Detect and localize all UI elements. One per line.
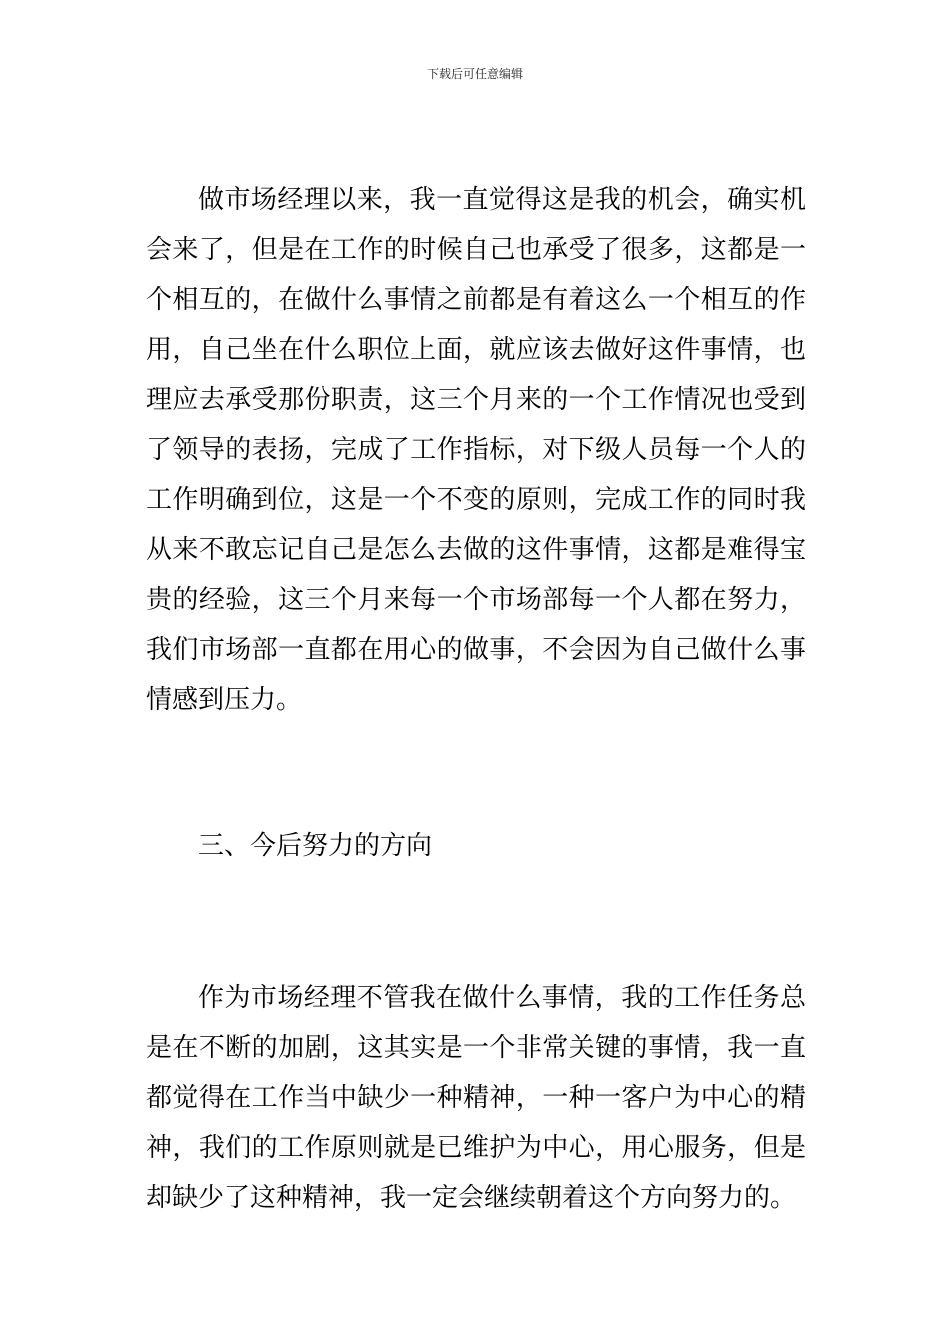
paragraph-block-1 [146,175,806,725]
body-paragraph: 作为市场经理不管我在做什么事情，我的工作任务总是在不断的加剧，这其实是一个非常关键的事情，我一直都觉得在工作当中缺少一种精神，一种一客户为中心的精神，我们的工作原则就是已维护为中心，用心服务，但是却缺少了这种精神，我一定会继续朝着这个方向努力的。 [146,983,806,1213]
section-heading-block [146,821,806,871]
paragraph-block-2 [146,973,806,1223]
section-heading: 三、今后努力的方向 [198,831,433,861]
body-paragraph: 做市场经理以来，我一直觉得这是我的机会，确实机会来了，但是在工作的时候自己也承受了很多，这都是一个相互的，在做什么事情之前都是有着这么一个相互的作用，自己坐在什么职位上面，就应该去做好这件事情，也理应去承受那份职责，这三个月来的一个工作情况也受到了领导的表扬，完成了工作指标，对下级人员每一个人的工作明确到位，这是一个不变的原则，完成工作的同时我从来不敢忘记自己是怎么去做的这件事情，这都是难得宝贵的经验，这三个月来每一个市场部每一个人都在努力，我们市场部一直都在用心的做事，不会因为自己做什么事情感到压力。 [146,185,806,715]
page-header-note: 下载后可任意编辑 [426,67,523,81]
